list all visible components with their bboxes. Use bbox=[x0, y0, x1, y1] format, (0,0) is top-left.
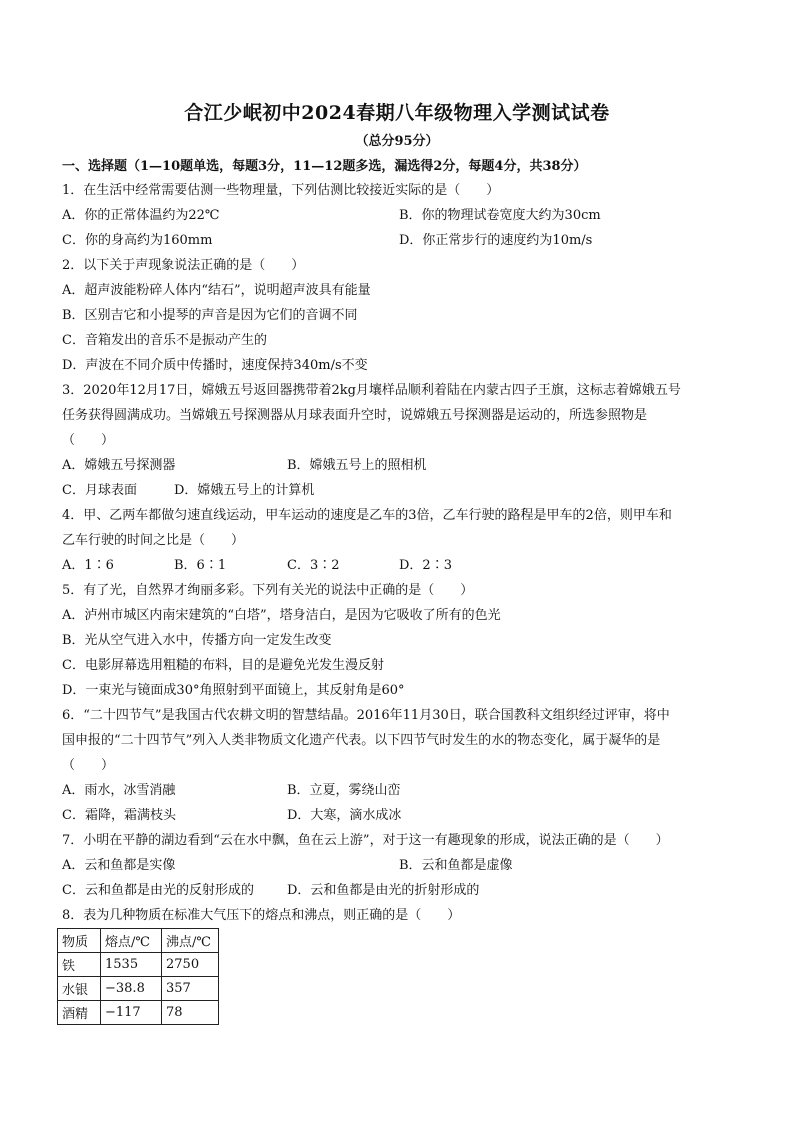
q2-option-a: A．超声波能粉碎人体内“结石”，说明超声波具有能量 bbox=[62, 283, 371, 298]
q6-option-a: A．雨水，冰雪消融 bbox=[62, 783, 176, 798]
q1-option-a: A．你的正常体温约为22℃ bbox=[62, 208, 220, 223]
q3-stem-line2: 任务获得圆满成功。当嫦娥五号探测器从月球表面升空时，说嫦娥五号探测器是运动的，所选参照物是 bbox=[62, 408, 648, 423]
q1-stem: 1．在生活中经常需要估测一些物理量，下列估测比较接近实际的是（ ） bbox=[62, 183, 500, 198]
table-cell: 水银 bbox=[58, 977, 101, 1001]
q6-stem-line2: 国申报的“二十四节气”列入人类非物质文化遗产代表。以下四节气时发生的水的物态变化，属于凝华的是 bbox=[62, 733, 661, 748]
table-cell: 酒精 bbox=[58, 1001, 101, 1025]
q4-option-c: C．3∶2 bbox=[287, 558, 340, 573]
q3-stem-line1: 3．2020年12月17日，嫦娥五号返回器携带着2kg月壤样品顺利着陆在内蒙古四子王旗，这标志着嫦娥五号 bbox=[62, 383, 681, 398]
table-header-cell: 熔点/℃ bbox=[101, 929, 162, 953]
total-score: （总分95分） bbox=[355, 134, 439, 149]
q6-option-c: C．霜降，霜满枝头 bbox=[62, 808, 176, 823]
table-row bbox=[58, 953, 219, 977]
q3-option-a: A．嫦娥五号探测器 bbox=[62, 458, 176, 473]
q1-option-b: B．你的物理试卷宽度大约为30cm bbox=[399, 208, 601, 223]
q7-option-c: C．云和鱼都是由光的反射形成的 bbox=[62, 883, 254, 898]
q4-option-a: A．1∶6 bbox=[62, 558, 114, 573]
table-cell: 78 bbox=[162, 1001, 219, 1025]
page-title: 合江少岷初中2024春期八年级物理入学测试试卷 bbox=[184, 102, 610, 124]
q8-stem: 8．表为几种物质在标准大气压下的熔点和沸点，则正确的是（ ） bbox=[62, 908, 461, 923]
q5-option-b: B．光从空气进入水中，传播方向一定发生改变 bbox=[62, 633, 332, 648]
q3-option-d: D．嫦娥五号上的计算机 bbox=[174, 483, 315, 498]
table-row bbox=[58, 977, 219, 1001]
q6-option-b: B．立夏，雾绕山峦 bbox=[287, 783, 401, 798]
q7-option-b: B．云和鱼都是虚像 bbox=[399, 858, 513, 873]
q4-option-b: B．6∶1 bbox=[174, 558, 227, 573]
table-row bbox=[58, 1001, 219, 1025]
q7-stem: 7．小明在平静的湖边看到“云在水中飘，鱼在云上游”，对于这一有趣现象的形成，说法正确的是（ ） bbox=[62, 833, 669, 848]
q4-stem-line2: 乙车行驶的时间之比是（ ） bbox=[62, 533, 245, 548]
q5-option-d: D．一束光与镜面成30°角照射到平面镜上，其反射角是60° bbox=[62, 683, 405, 698]
q4-stem-line1: 4．甲、乙两车都做匀速直线运动，甲车运动的速度是乙车的3倍，乙车行驶的路程是甲车的2倍，则甲车和 bbox=[62, 508, 672, 523]
table-cell: 铁 bbox=[58, 953, 101, 977]
table-cell: −117 bbox=[101, 1001, 162, 1025]
q2-option-d: D．声波在不同介质中传播时，速度保持340m/s不变 bbox=[62, 358, 368, 373]
q1-option-d: D．你正常步行的速度约为10m/s bbox=[399, 233, 593, 248]
q6-stem-line3: （ ） bbox=[62, 758, 115, 773]
table-cell: 2750 bbox=[162, 953, 219, 977]
table-header-cell: 物质 bbox=[58, 929, 101, 953]
q6-stem-line1: 6．“二十四节气”是我国古代农耕文明的智慧结晶。2016年11月30日，联合国教科文组织经过评审，将中 bbox=[62, 708, 670, 723]
table-cell: −38.8 bbox=[101, 977, 162, 1001]
q5-stem: 5．有了光，自然界才绚丽多彩。下列有关光的说法中正确的是（ ） bbox=[62, 583, 474, 598]
table-header-row bbox=[58, 929, 219, 953]
q1-option-c: C．你的身高约为160mm bbox=[62, 233, 213, 248]
q3-option-c: C．月球表面 bbox=[62, 483, 137, 498]
q5-option-c: C．电影屏幕选用粗糙的布料，目的是避免光发生漫反射 bbox=[62, 658, 384, 673]
q2-stem: 2．以下关于声现象说法正确的是（ ） bbox=[62, 258, 305, 273]
q6-option-d: D．大寒，滴水成冰 bbox=[287, 808, 402, 823]
q2-option-b: B．区别吉它和小提琴的声音是因为它们的音调不同 bbox=[62, 308, 358, 323]
q3-stem-line3: （ ） bbox=[62, 433, 115, 448]
q7-option-d: D．云和鱼都是由光的折射形成的 bbox=[287, 883, 480, 898]
table-header-cell: 沸点/℃ bbox=[162, 929, 219, 953]
q5-option-a: A．泸州市城区内南宋建筑的“白塔”，塔身洁白，是因为它吸收了所有的色光 bbox=[62, 608, 501, 623]
q3-option-b: B．嫦娥五号上的照相机 bbox=[287, 458, 427, 473]
table-cell: 1535 bbox=[101, 953, 162, 977]
q4-option-d: D．2∶3 bbox=[399, 558, 452, 573]
section-heading: 一、选择题（1—10题单选，每题3分，11—12题多选，漏选得2分，每题4分，共38分） bbox=[62, 159, 587, 174]
q7-option-a: A．云和鱼都是实像 bbox=[62, 858, 176, 873]
q2-option-c: C．音箱发出的音乐不是振动产生的 bbox=[62, 333, 267, 348]
melting-boiling-table bbox=[57, 928, 219, 1025]
table-cell: 357 bbox=[162, 977, 219, 1001]
